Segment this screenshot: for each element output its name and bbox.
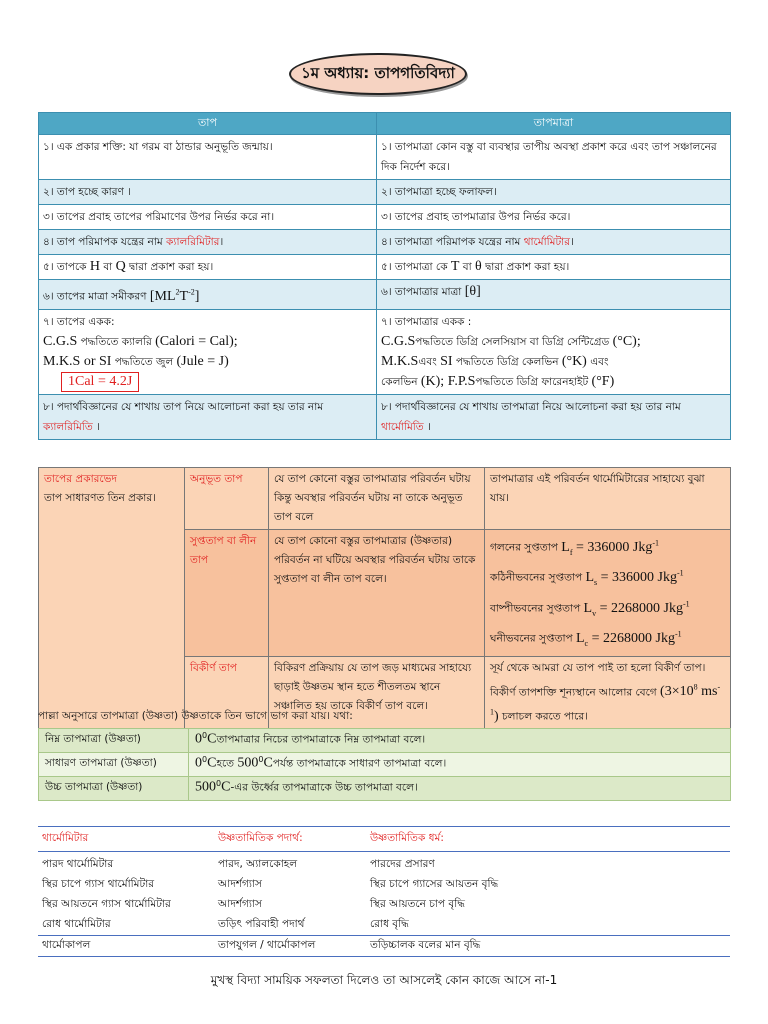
thermometer-term: থার্মোমিটার	[523, 236, 571, 248]
text: (Jule = J)	[176, 353, 229, 369]
text: ৬। তাপমাত্রার মাত্রা	[381, 286, 465, 298]
symbol: Q	[115, 259, 126, 274]
table-row	[38, 875, 730, 895]
text: L	[585, 570, 595, 586]
value: 500	[237, 755, 259, 771]
sensible-heat-desc: যে তাপ কোনো বস্তুর তাপমাত্রার পরিবর্তন ঘটায় কিন্তু অবস্থার পরিবর্তন ঘটায় না তাকে অনুভূত তাপ বলে	[269, 468, 485, 530]
latent-heat-name: সুপ্ততাপ বা লীন তাপ	[185, 530, 269, 657]
superscript: 2	[175, 287, 180, 296]
table-row	[39, 468, 731, 530]
cell: তাপযুগল / থার্মোকাপল	[214, 936, 366, 957]
cell: থার্মোকাপল	[38, 936, 214, 957]
text: হতে	[216, 757, 238, 770]
subscript: f	[569, 547, 573, 557]
text: তাপ সাধারণত তিন প্রকার।	[44, 492, 156, 504]
superscript: -1	[677, 568, 684, 578]
symbol: θ	[475, 259, 482, 274]
text: ৭। তাপমাত্রার একক :	[381, 315, 472, 328]
cell-heat-6	[39, 280, 377, 310]
chapter-title	[289, 53, 467, 95]
symbol: T	[450, 259, 460, 274]
table-row	[39, 180, 731, 205]
latent-heat-values	[485, 530, 731, 657]
text: চলাচল করতে পারে।	[498, 711, 588, 724]
cell-heat-2: ২। তাপ হচ্ছে কারণ ।	[39, 180, 377, 205]
text: পদ্ধতিতে ডিগ্রি কেলভিন	[452, 355, 562, 368]
text: ।	[219, 236, 224, 248]
cell: তড়িৎ পরিবাহী পদার্থ	[218, 917, 305, 930]
cell: আদর্শগ্যাস	[218, 897, 262, 910]
text: ৮। পদার্থবিজ্ঞানের যে শাখায় তাপ নিয়ে আলোচনা করা হয় তার নাম	[43, 400, 324, 413]
table-row	[39, 753, 731, 777]
table-row	[39, 729, 731, 753]
chapter-title-text: ১ম অধ্যায়: তাপগতিবিদ্যা	[301, 63, 455, 82]
cell: পারদ থার্মোমিটার	[42, 857, 114, 870]
superscript: -1	[674, 629, 682, 639]
text: এবং	[418, 355, 441, 368]
text: তাপমাত্রার নিচের তাপমাত্রাকে নিম্ন তাপমাত্রা বলে।	[216, 733, 426, 746]
text: ৭। তাপের একক:	[43, 315, 115, 328]
unit: C	[207, 755, 217, 771]
low-temp-name: নিম্ন তাপমাত্রা (উষ্ণতা)	[39, 729, 189, 753]
thermometer-table	[38, 826, 730, 957]
header-thermometer: থার্মোমিটার	[38, 827, 214, 852]
superscript: 0	[258, 755, 264, 765]
text: (3×10	[660, 684, 694, 700]
text: ms	[697, 684, 718, 700]
text: ]	[194, 288, 200, 304]
unit: C	[221, 779, 231, 795]
high-temp-name: উচ্চ তাপমাত্রা (উষ্ণতা)	[39, 777, 189, 801]
text: = 2268000 Jkg	[596, 600, 683, 616]
table-row	[39, 255, 731, 280]
cell: পারদের প্রসারণ	[370, 857, 435, 870]
low-temp-desc	[189, 729, 731, 753]
text: কঠিনীভবনের সুপ্ততাপ	[490, 572, 586, 585]
subscript: c	[584, 638, 589, 648]
superscript: 8	[693, 682, 698, 692]
superscript: 0	[216, 779, 222, 789]
text: দ্বারা প্রকাশ করা হয়।	[125, 261, 214, 273]
cell-heat-7	[39, 309, 377, 394]
normal-temp-desc	[189, 753, 731, 777]
text: = 336000 Jkg	[572, 539, 653, 555]
superscript: -1	[652, 538, 660, 547]
normal-temp-name: সাধারণ তাপমাত্রা (উষ্ণতা)	[39, 753, 189, 777]
text: ঘনীভবনের সুপ্ততাপ	[490, 633, 576, 646]
text: L	[583, 600, 593, 616]
table-row	[39, 309, 731, 394]
table-row	[38, 895, 730, 915]
cell-temp-5	[377, 255, 731, 280]
heat-vs-temperature-table	[38, 112, 731, 440]
text: পর্যন্ত তাপমাত্রাকে সাধারণ তাপমাত্রা বলে।	[272, 757, 447, 770]
text: সূর্য থেকে আমরা যে তাপ পাই তা হলো বিকীর্ণ তাপ। বিকীর্ণ তাপশক্তি শূন্যস্থানে আলোর বেগে	[490, 661, 706, 699]
text: গলনের সুপ্ততাপ	[490, 541, 562, 554]
symbol: H	[89, 259, 100, 274]
text: বা	[459, 261, 476, 273]
text: পদ্ধতিতে ডিগ্রি সেলসিয়াস বা ডিগ্রি সেন্টিগ্রেড	[415, 335, 613, 348]
subscript: s	[594, 577, 598, 587]
temperature-range-table	[38, 728, 731, 801]
text: (K); F.P.S	[420, 373, 476, 389]
text: ৫। তাপমাত্রা কে	[381, 261, 451, 273]
cell-temp-6	[377, 280, 731, 310]
text: C.G.S	[381, 333, 416, 349]
cell-heat-8	[39, 394, 377, 439]
sensible-heat-note: তাপমাত্রার এই পরিবর্তন থার্মোমিটারের সাহায্যে বুঝা যায়।	[485, 468, 731, 530]
cell: আদর্শগ্যাস	[218, 877, 262, 890]
superscript: -2	[188, 287, 195, 296]
dimension-formula: [θ]	[464, 284, 481, 299]
cell: স্থির চাপে গ্যাসের আয়তন বৃদ্ধি	[370, 877, 499, 890]
text: (°C);	[612, 333, 641, 349]
text: (°K)	[561, 353, 587, 369]
radiant-heat-desc: বিকিরণ প্রক্রিয়ায় যে তাপ জড় মাধ্যমের সাহায্যে ছাড়াই উষ্ণতম স্থান হতে শীতলতম স্থানে সঞ্চালিত হয় তাকে বিকীর্ণ তাপ বলে।	[269, 656, 485, 729]
header-heat: তাপ	[39, 113, 377, 135]
table-header-row	[38, 827, 730, 852]
text: ৪। তাপমাত্রা পরিমাপক যন্ত্রের নাম	[381, 236, 524, 248]
text: ৪। তাপ পরিমাপক যন্ত্রের নাম	[43, 236, 167, 248]
cell: রোধ থার্মোমিটার	[42, 917, 111, 930]
cell-temp-8	[377, 394, 731, 439]
cell-temp-4	[377, 230, 731, 255]
text: [ML	[149, 288, 176, 304]
text: ৫। তাপকে	[43, 261, 90, 273]
cell: স্থির আয়তনে চাপ বৃদ্ধি	[370, 897, 465, 910]
latent-heat-line	[490, 562, 725, 592]
unit: C	[263, 755, 273, 771]
heat-types-heading: তাপের প্রকারভেদ	[44, 473, 117, 485]
text: পদ্ধতিতে ক্যালরি	[77, 335, 156, 348]
formula	[561, 540, 659, 555]
formula	[576, 631, 682, 646]
text: C.G.S	[43, 333, 78, 349]
value: 0	[195, 755, 202, 771]
superscript: 0	[202, 731, 208, 741]
text: বাষ্পীভবনের সুপ্ততাপ	[490, 602, 584, 615]
table-row	[39, 777, 731, 801]
cell: তড়িচ্চালক বলের মান বৃদ্ধি	[366, 936, 730, 957]
dimension-formula	[150, 289, 200, 304]
text: দ্বারা প্রকাশ করা হয়।	[481, 261, 570, 273]
table-row	[38, 936, 730, 957]
text: L	[561, 539, 570, 555]
text: বা	[99, 261, 116, 273]
latent-heat-desc: যে তাপ কোনো বস্তুর তাপমাত্রার (উষ্ণতার) পরিবর্তন না ঘটিয়ে অবস্থার পরিবর্তন ঘটায় তাকে সুপ্ততাপ বা লীন তাপ বলে।	[269, 530, 485, 657]
formula	[585, 570, 683, 585]
table-row	[39, 205, 731, 230]
footer-quote: মুখস্থ বিদ্যা সাময়িক সফলতা দিলেও তা আসলেই কোন কাজে আসে না-1	[210, 973, 558, 987]
text: SI	[440, 353, 453, 369]
text: এবং	[586, 355, 609, 368]
table-row	[39, 280, 731, 310]
calorimeter-term: ক্যালরিমিটার	[166, 236, 220, 248]
unit: C	[207, 731, 217, 747]
heat-types-intro-cell	[39, 468, 185, 730]
high-temp-desc	[189, 777, 731, 801]
cell-temp-2: ২। তাপমাত্রা হচ্ছে ফলাফল।	[377, 180, 731, 205]
cell-heat-5	[39, 255, 377, 280]
superscript: 0	[202, 755, 208, 765]
text: ৮। পদার্থবিজ্ঞানের যে শাখায় তাপমাত্রা নিয়ে আলোচনা করা হয় তার নাম	[381, 400, 681, 413]
radiant-heat-name: বিকীর্ণ তাপ	[185, 656, 269, 729]
superscript: -1	[682, 598, 690, 608]
cell: রোধ বৃদ্ধি	[370, 917, 409, 930]
heat-types-table	[38, 467, 731, 730]
text: L	[575, 631, 585, 647]
text: পদ্ধতিতে ডিগ্রি ফারেনহাইট	[475, 375, 592, 388]
table-row	[38, 852, 730, 876]
cell-heat-4	[39, 230, 377, 255]
table-row	[39, 394, 731, 439]
text: )	[494, 709, 499, 725]
header-substance: উষ্ণতামিতিক পদার্থ:	[214, 827, 366, 852]
text: ৬। তাপের মাত্রা সমীকরণ	[43, 290, 150, 303]
text: -এর উর্ধ্বের তাপমাত্রাকে উচ্চ তাপমাত্রা বলে।	[230, 781, 418, 794]
latent-heat-line	[490, 593, 725, 623]
cell: পারদ, অ্যালকোহল	[218, 857, 298, 870]
thermometry-term: থার্মোমিতি	[381, 420, 424, 433]
text: ।	[570, 236, 574, 248]
value: 0	[195, 731, 202, 747]
text: T	[179, 288, 189, 304]
subscript: v	[592, 608, 597, 618]
cell-heat-3: ৩। তাপের প্রবাহ তাপের পরিমাণের উপর নির্ভর করে না।	[39, 205, 377, 230]
cell-temp-1: ১। তাপমাত্রা কোন বস্তু বা ব্যবস্থার তাপীয় অবস্থা প্রকাশ করে এবং তাপ সঞ্চালনের দিক নির্দেশ করে।	[377, 135, 731, 180]
latent-heat-line	[490, 623, 725, 653]
text: ।	[92, 420, 100, 433]
cell-heat-1: ১। এক প্রকার শক্তি: যা গরম বা ঠান্ডার অনুভূতি জন্মায়।	[39, 135, 377, 180]
latent-heat-line	[490, 532, 725, 562]
text: M.K.S	[381, 353, 419, 369]
superscript: -1	[490, 682, 721, 717]
table-header-row	[39, 113, 731, 135]
text: কেলভিন	[381, 375, 421, 388]
value: 500	[195, 779, 216, 795]
table-row	[39, 230, 731, 255]
text: (Calori = Cal);	[155, 333, 238, 349]
cell: স্থির আয়তনে গ্যাস থার্মোমিটার	[42, 897, 171, 910]
text: = 336000 Jkg	[597, 570, 677, 586]
cell-temp-3: ৩। তাপের প্রবাহ তাপমাত্রার উপর নির্ভর করে।	[377, 205, 731, 230]
text: (°F)	[591, 373, 615, 389]
cell-temp-7	[377, 309, 731, 394]
text: = 2268000 Jkg	[588, 631, 675, 647]
text: পদ্ধতিতে জুল	[111, 355, 177, 368]
header-temperature: তাপমাত্রা	[377, 113, 731, 135]
radiant-heat-note	[485, 656, 731, 729]
cell: স্থির চাপে গ্যাস থার্মোমিটার	[42, 877, 155, 890]
formula	[583, 598, 690, 618]
sensible-heat-name: অনুভূত তাপ	[185, 468, 269, 530]
temperature-range-intro: পাল্লা অনুসারে তাপমাত্রা (উষ্ণতা) উষ্ণতাকে তিন ভাগে ভাগ করা যায়। যথা:	[38, 710, 353, 722]
text: M.K.S or SI	[43, 353, 112, 369]
text: ।	[423, 420, 431, 433]
calorimetry-term: ক্যালরিমিতি	[43, 420, 93, 433]
calorie-joule-conversion-box: 1Cal = 4.2J	[61, 372, 139, 392]
header-property: উষ্ণতামিতিক ধর্ম:	[366, 827, 730, 852]
table-row	[39, 135, 731, 180]
table-row	[38, 915, 730, 936]
